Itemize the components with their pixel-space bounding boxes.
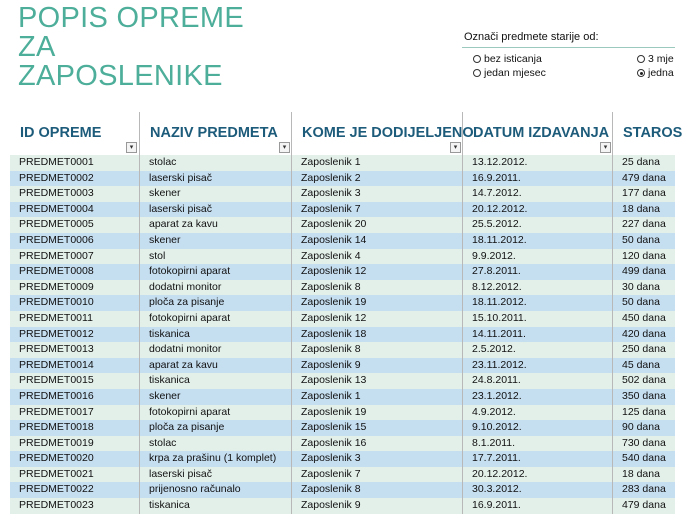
cell-assigned-to[interactable]: Zaposlenik 20 xyxy=(291,217,462,233)
cell-age[interactable]: 90 dana xyxy=(612,420,675,436)
cell-id[interactable]: PREDMET0014 xyxy=(19,358,94,371)
cell-id[interactable]: PREDMET0022 xyxy=(19,483,94,496)
table-row[interactable] xyxy=(10,498,675,514)
cell-age[interactable]: 50 dana xyxy=(612,295,675,311)
page-title-line-3: ZAPOSLENIKE xyxy=(18,60,223,92)
column-header-age xyxy=(612,112,682,155)
cell-age[interactable]: 250 dana xyxy=(612,342,675,358)
cell-assigned-to[interactable]: Zaposlenik 18 xyxy=(291,327,462,343)
table-row[interactable] xyxy=(10,405,675,421)
radio-label: jedna xyxy=(648,67,674,79)
cell-assigned-to[interactable]: Zaposlenik 3 xyxy=(291,186,462,202)
cell-age[interactable]: 479 dana xyxy=(612,171,675,187)
cell-issue-date[interactable]: 14.11.2011. xyxy=(462,327,612,343)
table-row[interactable] xyxy=(10,389,675,405)
cell-age[interactable]: 283 dana xyxy=(612,482,675,498)
cell-item-name[interactable]: ploča za pisanje xyxy=(139,295,291,311)
cell-assigned-to[interactable]: Zaposlenik 7 xyxy=(291,202,462,218)
table-header xyxy=(10,112,682,155)
cell-item-name[interactable]: stol xyxy=(139,249,291,265)
cell-assigned-to[interactable]: Zaposlenik 9 xyxy=(291,498,462,514)
cell-id[interactable]: PREDMET0009 xyxy=(19,280,94,293)
column-header-label: DATUM IZDAVANJA xyxy=(473,125,610,141)
cell-assigned-to[interactable]: Zaposlenik 8 xyxy=(291,342,462,358)
cell-assigned-to[interactable]: Zaposlenik 19 xyxy=(291,295,462,311)
cell-assigned-to[interactable]: Zaposlenik 4 xyxy=(291,249,462,265)
radio-button-icon xyxy=(473,69,481,77)
cell-assigned-to[interactable]: Zaposlenik 3 xyxy=(291,451,462,467)
table-row[interactable] xyxy=(10,327,675,343)
cell-item-name[interactable]: fotokopirni aparat xyxy=(139,311,291,327)
cell-issue-date[interactable]: 18.11.2012. xyxy=(462,295,612,311)
table-row[interactable] xyxy=(10,171,675,187)
table-body xyxy=(10,155,675,514)
cell-age[interactable]: 177 dana xyxy=(612,186,675,202)
filter-dropdown-icon[interactable]: ▾ xyxy=(126,142,137,153)
cell-item-name[interactable]: ploča za pisanje xyxy=(139,420,291,436)
page-title-line-1: POPIS OPREME xyxy=(18,2,244,34)
cell-item-name[interactable]: skener xyxy=(139,389,291,405)
cell-id[interactable]: PREDMET0006 xyxy=(19,233,94,246)
cell-id[interactable]: PREDMET0010 xyxy=(19,296,94,309)
column-header-label: STAROS xyxy=(623,125,682,141)
cell-issue-date[interactable]: 23.1.2012. xyxy=(462,389,612,405)
radio-one-year[interactable] xyxy=(637,67,674,79)
cell-id[interactable]: PREDMET0019 xyxy=(19,436,94,449)
table-row[interactable] xyxy=(10,186,675,202)
table-row[interactable] xyxy=(10,467,675,483)
cell-id[interactable]: PREDMET0018 xyxy=(19,421,94,434)
cell-age[interactable]: 18 dana xyxy=(612,202,675,218)
filter-dropdown-icon[interactable]: ▾ xyxy=(600,142,611,153)
column-header-item-name xyxy=(139,112,292,155)
cell-assigned-to[interactable]: Zaposlenik 12 xyxy=(291,311,462,327)
cell-issue-date[interactable]: 24.8.2011. xyxy=(462,373,612,389)
column-header-assigned-to xyxy=(291,112,474,155)
cell-issue-date[interactable]: 18.11.2012. xyxy=(462,233,612,249)
cell-issue-date[interactable]: 16.9.2011. xyxy=(462,498,612,514)
cell-item-name[interactable]: fotokopirni aparat xyxy=(139,405,291,421)
page-title-line-2: ZA xyxy=(18,31,56,63)
radio-three-months[interactable] xyxy=(637,53,674,65)
radio-selected-icon xyxy=(637,69,645,77)
cell-id[interactable]: PREDMET0012 xyxy=(19,327,94,340)
age-filter-label: Označi predmete starije od: xyxy=(464,31,599,43)
table-row[interactable] xyxy=(10,249,675,265)
cell-item-name[interactable]: dodatni monitor xyxy=(139,280,291,296)
cell-item-name[interactable]: skener xyxy=(139,233,291,249)
cell-id[interactable]: PREDMET0020 xyxy=(19,452,94,465)
cell-issue-date[interactable]: 8.12.2012. xyxy=(462,280,612,296)
table-row[interactable] xyxy=(10,233,675,249)
cell-item-name[interactable]: aparat za kavu xyxy=(139,217,291,233)
cell-id[interactable]: PREDMET0003 xyxy=(19,187,94,200)
cell-assigned-to[interactable]: Zaposlenik 1 xyxy=(291,389,462,405)
cell-item-name[interactable]: fotokopirni aparat xyxy=(139,264,291,280)
cell-age[interactable]: 479 dana xyxy=(612,498,675,514)
table-row[interactable] xyxy=(10,482,675,498)
cell-issue-date[interactable]: 2.5.2012. xyxy=(462,342,612,358)
cell-id[interactable]: PREDMET0011 xyxy=(19,311,93,324)
cell-issue-date[interactable]: 30.3.2012. xyxy=(462,482,612,498)
cell-age[interactable]: 730 dana xyxy=(612,436,675,452)
cell-issue-date[interactable]: 23.11.2012. xyxy=(462,358,612,374)
cell-assigned-to[interactable]: Zaposlenik 14 xyxy=(291,233,462,249)
radio-no-highlight[interactable] xyxy=(473,53,542,65)
cell-assigned-to[interactable]: Zaposlenik 12 xyxy=(291,264,462,280)
cell-age[interactable]: 450 dana xyxy=(612,311,675,327)
cell-item-name[interactable]: laserski pisač xyxy=(139,202,291,218)
table-row[interactable] xyxy=(10,311,675,327)
cell-age[interactable]: 25 dana xyxy=(612,155,675,171)
cell-assigned-to[interactable]: Zaposlenik 7 xyxy=(291,467,462,483)
cell-item-name[interactable]: stolac xyxy=(139,436,291,452)
radio-one-month[interactable] xyxy=(473,67,546,79)
table-row[interactable] xyxy=(10,358,675,374)
cell-id[interactable]: PREDMET0008 xyxy=(19,265,94,278)
table-row[interactable] xyxy=(10,295,675,311)
cell-assigned-to[interactable]: Zaposlenik 8 xyxy=(291,482,462,498)
cell-assigned-to[interactable]: Zaposlenik 1 xyxy=(291,155,462,171)
cell-issue-date[interactable]: 4.9.2012. xyxy=(462,405,612,421)
cell-issue-date[interactable]: 14.7.2012. xyxy=(462,186,612,202)
cell-assigned-to[interactable]: Zaposlenik 9 xyxy=(291,358,462,374)
cell-issue-date[interactable]: 13.12.2012. xyxy=(462,155,612,171)
cell-age[interactable]: 227 dana xyxy=(612,217,675,233)
cell-age[interactable]: 50 dana xyxy=(612,233,675,249)
filter-divider xyxy=(462,47,675,48)
cell-item-name[interactable]: dodatni monitor xyxy=(139,342,291,358)
cell-issue-date[interactable]: 25.5.2012. xyxy=(462,217,612,233)
page-title xyxy=(18,4,244,91)
cell-assigned-to[interactable]: Zaposlenik 13 xyxy=(291,373,462,389)
filter-dropdown-icon[interactable]: ▾ xyxy=(279,142,290,153)
cell-id[interactable]: PREDMET0005 xyxy=(19,218,94,231)
cell-age[interactable]: 350 dana xyxy=(612,389,675,405)
column-header-issue-date xyxy=(462,112,613,155)
cell-age[interactable]: 502 dana xyxy=(612,373,675,389)
cell-item-name[interactable]: skener xyxy=(139,186,291,202)
cell-id[interactable]: PREDMET0013 xyxy=(19,343,94,356)
cell-id[interactable]: PREDMET0004 xyxy=(19,202,94,215)
filter-dropdown-icon[interactable]: ▾ xyxy=(450,142,461,153)
cell-id[interactable]: PREDMET0007 xyxy=(19,249,94,262)
cell-age[interactable]: 540 dana xyxy=(612,451,675,467)
cell-assigned-to[interactable]: Zaposlenik 8 xyxy=(291,280,462,296)
cell-assigned-to[interactable]: Zaposlenik 15 xyxy=(291,420,462,436)
column-header-label: ID OPREME xyxy=(20,125,102,141)
cell-item-name[interactable]: laserski pisač xyxy=(139,467,291,483)
cell-issue-date[interactable]: 9.9.2012. xyxy=(462,249,612,265)
cell-age[interactable]: 120 dana xyxy=(612,249,675,265)
cell-id[interactable]: PREDMET0002 xyxy=(19,171,94,184)
table-row[interactable] xyxy=(10,264,675,280)
cell-age[interactable]: 125 dana xyxy=(612,405,675,421)
table-row[interactable] xyxy=(10,342,675,358)
cell-assigned-to[interactable]: Zaposlenik 2 xyxy=(291,171,462,187)
cell-id[interactable]: PREDMET0015 xyxy=(19,374,94,387)
cell-item-name[interactable]: stolac xyxy=(139,155,291,171)
table-row[interactable] xyxy=(10,436,675,452)
table-row[interactable] xyxy=(10,202,675,218)
cell-assigned-to[interactable]: Zaposlenik 19 xyxy=(291,405,462,421)
radio-label: 3 mje xyxy=(648,53,674,65)
radio-label: bez isticanja xyxy=(484,53,542,65)
cell-age[interactable]: 420 dana xyxy=(612,327,675,343)
cell-id[interactable]: PREDMET0017 xyxy=(19,405,94,418)
cell-issue-date[interactable]: 27.8.2011. xyxy=(462,264,612,280)
cell-age[interactable]: 499 dana xyxy=(612,264,675,280)
cell-id[interactable]: PREDMET0016 xyxy=(19,389,94,402)
cell-age[interactable]: 18 dana xyxy=(612,467,675,483)
cell-item-name[interactable]: tiskanica xyxy=(139,327,291,343)
cell-issue-date[interactable]: 20.12.2012. xyxy=(462,467,612,483)
cell-issue-date[interactable]: 16.9.2011. xyxy=(462,171,612,187)
cell-item-name[interactable]: aparat za kavu xyxy=(139,358,291,374)
table-row[interactable] xyxy=(10,155,675,171)
cell-id[interactable]: PREDMET0021 xyxy=(19,467,94,480)
cell-issue-date[interactable]: 8.1.2011. xyxy=(462,436,612,452)
column-header-label: KOME JE DODIJELJENO xyxy=(302,125,474,141)
table-row[interactable] xyxy=(10,373,675,389)
cell-issue-date[interactable]: 9.10.2012. xyxy=(462,420,612,436)
cell-id[interactable]: PREDMET0001 xyxy=(19,156,94,168)
cell-item-name[interactable]: laserski pisač xyxy=(139,171,291,187)
cell-item-name[interactable]: tiskanica xyxy=(139,373,291,389)
table-row[interactable] xyxy=(10,217,675,233)
cell-issue-date[interactable]: 17.7.2011. xyxy=(462,451,612,467)
cell-assigned-to[interactable]: Zaposlenik 16 xyxy=(291,436,462,452)
column-header-label: NAZIV PREDMETA xyxy=(150,125,278,141)
radio-label: jedan mjesec xyxy=(484,67,546,79)
cell-id[interactable]: PREDMET0023 xyxy=(19,499,94,512)
cell-item-name[interactable]: prijenosno računalo xyxy=(139,482,291,498)
cell-item-name[interactable]: krpa za prašinu (1 komplet) xyxy=(139,451,291,467)
table-row[interactable] xyxy=(10,451,675,467)
cell-age[interactable]: 45 dana xyxy=(612,358,675,374)
cell-issue-date[interactable]: 15.10.2011. xyxy=(462,311,612,327)
radio-button-icon xyxy=(637,55,645,63)
table-row[interactable] xyxy=(10,280,675,296)
cell-item-name[interactable]: tiskanica xyxy=(139,498,291,514)
table-row[interactable] xyxy=(10,420,675,436)
radio-button-icon xyxy=(473,55,481,63)
column-header-id xyxy=(10,112,139,155)
cell-age[interactable]: 30 dana xyxy=(612,280,675,296)
cell-issue-date[interactable]: 20.12.2012. xyxy=(462,202,612,218)
